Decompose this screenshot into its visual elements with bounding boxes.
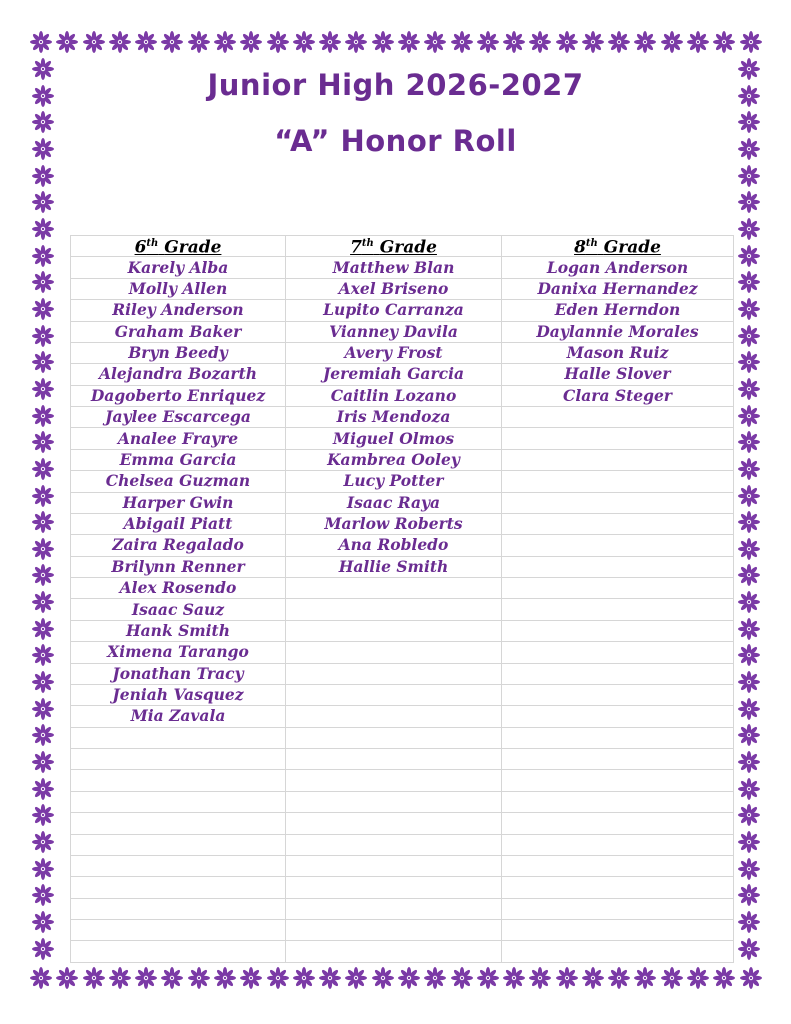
- table-row: [71, 684, 734, 705]
- student-name: Chelsea Guzman: [71, 471, 286, 492]
- flower-icon: [135, 31, 157, 53]
- flower-icon: [32, 911, 54, 933]
- flower-icon: [319, 967, 341, 989]
- flower-icon: [345, 967, 367, 989]
- grade-suffix: th: [585, 238, 598, 250]
- flower-icon: [738, 858, 760, 880]
- flower-icon: [738, 538, 760, 560]
- student-name: Isaac Sauz: [71, 599, 286, 620]
- flower-icon: [738, 191, 760, 213]
- flower-icon: [738, 165, 760, 187]
- flower-icon: [477, 31, 499, 53]
- flower-icon: [451, 967, 473, 989]
- flower-icon: [738, 644, 760, 666]
- grade-word: Grade: [164, 238, 222, 257]
- student-name: [286, 599, 502, 620]
- student-name: [71, 749, 286, 770]
- student-name: Alejandra Bozarth: [71, 364, 286, 385]
- flower-icon: [32, 884, 54, 906]
- table-row: [71, 428, 734, 449]
- flower-icon: [738, 591, 760, 613]
- student-name: [502, 620, 734, 641]
- student-name: [502, 428, 734, 449]
- table-row: [71, 300, 734, 321]
- student-name: [286, 877, 502, 898]
- flower-icon: [32, 858, 54, 880]
- student-name: [502, 449, 734, 470]
- grade-number: 8: [574, 238, 586, 257]
- flower-icon: [738, 564, 760, 586]
- table-row: [71, 599, 734, 620]
- flower-icon: [398, 31, 420, 53]
- flower-icon: [582, 967, 604, 989]
- flower-icon: [738, 511, 760, 533]
- flower-icon: [32, 431, 54, 453]
- student-name: Karely Alba: [71, 257, 286, 278]
- student-name: [71, 727, 286, 748]
- flower-icon: [32, 644, 54, 666]
- flower-icon: [32, 618, 54, 640]
- flower-border-left: [30, 58, 56, 960]
- student-name: Molly Allen: [71, 278, 286, 299]
- grade-header: [502, 236, 734, 257]
- flower-icon: [503, 31, 525, 53]
- flower-icon: [738, 458, 760, 480]
- table-row: [71, 834, 734, 855]
- flower-icon: [214, 967, 236, 989]
- table-row: [71, 513, 734, 534]
- table-row: [71, 877, 734, 898]
- flower-icon: [424, 31, 446, 53]
- student-name: Kambrea Ooley: [286, 449, 502, 470]
- student-name: Jeniah Vasquez: [71, 684, 286, 705]
- table-row: [71, 342, 734, 363]
- student-name: [502, 706, 734, 727]
- student-name: [502, 941, 734, 962]
- flower-icon: [372, 967, 394, 989]
- flower-icon: [451, 31, 473, 53]
- table-row: [71, 535, 734, 556]
- student-name: Matthew Blan: [286, 257, 502, 278]
- student-name: Jaylee Escarcega: [71, 407, 286, 428]
- flower-icon: [713, 31, 735, 53]
- student-name: Emma Garcia: [71, 449, 286, 470]
- page-title: Junior High 2026-2027: [207, 68, 584, 102]
- student-name: [502, 578, 734, 599]
- student-name: [286, 813, 502, 834]
- student-name: Zaira Regalado: [71, 535, 286, 556]
- student-name: Axel Briseno: [286, 278, 502, 299]
- flower-icon: [240, 31, 262, 53]
- student-name: [502, 663, 734, 684]
- student-name: [286, 898, 502, 919]
- flower-icon: [661, 31, 683, 53]
- table-row: [71, 770, 734, 791]
- grade-suffix: th: [146, 238, 159, 250]
- flower-icon: [135, 967, 157, 989]
- flower-icon: [477, 967, 499, 989]
- flower-icon: [32, 298, 54, 320]
- student-name: [502, 492, 734, 513]
- grade-number: 7: [350, 238, 362, 257]
- flower-icon: [738, 804, 760, 826]
- student-name: [71, 770, 286, 791]
- flower-icon: [738, 431, 760, 453]
- student-name: [502, 877, 734, 898]
- flower-icon: [161, 31, 183, 53]
- flower-icon: [83, 967, 105, 989]
- table-row: [71, 663, 734, 684]
- table-row: [71, 321, 734, 342]
- student-name: [286, 642, 502, 663]
- flower-icon: [738, 831, 760, 853]
- student-name: [502, 727, 734, 748]
- table-row: [71, 278, 734, 299]
- student-name: Logan Anderson: [502, 257, 734, 278]
- table-row: [71, 492, 734, 513]
- grade-suffix: th: [361, 238, 374, 250]
- flower-icon: [56, 967, 78, 989]
- table-row: [71, 920, 734, 941]
- flower-icon: [188, 31, 210, 53]
- flower-icon: [32, 165, 54, 187]
- flower-icon: [738, 724, 760, 746]
- flower-border-top: [30, 29, 762, 55]
- student-name: Brilynn Renner: [71, 556, 286, 577]
- table-row: [71, 706, 734, 727]
- flower-icon: [556, 967, 578, 989]
- student-name: [502, 834, 734, 855]
- student-name: Harper Gwin: [71, 492, 286, 513]
- table-row: [71, 749, 734, 770]
- flower-icon: [738, 778, 760, 800]
- table-row: [71, 727, 734, 748]
- student-name: [71, 898, 286, 919]
- table-row: [71, 941, 734, 962]
- student-name: Bryn Beedy: [71, 342, 286, 363]
- student-name: [502, 813, 734, 834]
- grade-number: 6: [134, 238, 147, 257]
- student-name: [502, 920, 734, 941]
- table-row: [71, 471, 734, 492]
- table-row: [71, 257, 734, 278]
- flower-icon: [188, 967, 210, 989]
- flower-icon: [738, 298, 760, 320]
- student-name: [502, 556, 734, 577]
- student-name: [502, 471, 734, 492]
- student-name: [502, 407, 734, 428]
- flower-icon: [738, 485, 760, 507]
- flower-icon: [240, 967, 262, 989]
- flower-icon: [293, 31, 315, 53]
- student-name: Daylannie Morales: [502, 321, 734, 342]
- flower-icon: [32, 698, 54, 720]
- flower-icon: [503, 967, 525, 989]
- flower-icon: [32, 564, 54, 586]
- flower-icon: [32, 378, 54, 400]
- student-name: Riley Anderson: [71, 300, 286, 321]
- table-row: [71, 556, 734, 577]
- flower-icon: [32, 458, 54, 480]
- flower-icon: [293, 967, 315, 989]
- student-name: Alex Rosendo: [71, 578, 286, 599]
- student-name: [502, 791, 734, 812]
- flower-icon: [32, 191, 54, 213]
- student-name: Clara Steger: [502, 385, 734, 406]
- student-name: [71, 941, 286, 962]
- student-name: [286, 770, 502, 791]
- table-row: [71, 898, 734, 919]
- student-name: Avery Frost: [286, 342, 502, 363]
- student-name: [502, 770, 734, 791]
- page-subtitle: “A” Honor Roll: [274, 124, 517, 158]
- flower-border-bottom: [30, 965, 762, 991]
- flower-icon: [109, 31, 131, 53]
- student-name: [286, 834, 502, 855]
- flower-icon: [738, 698, 760, 720]
- flower-icon: [32, 671, 54, 693]
- student-name: Hank Smith: [71, 620, 286, 641]
- flower-icon: [32, 724, 54, 746]
- table-row: [71, 407, 734, 428]
- table-row: [71, 855, 734, 876]
- student-name: [502, 855, 734, 876]
- student-name: [286, 620, 502, 641]
- flower-icon: [32, 405, 54, 427]
- student-name: [71, 855, 286, 876]
- grade-word: Grade: [379, 238, 437, 257]
- flower-icon: [32, 591, 54, 613]
- flower-icon: [32, 485, 54, 507]
- student-name: Jeremiah Garcia: [286, 364, 502, 385]
- flower-icon: [556, 31, 578, 53]
- flower-icon: [32, 351, 54, 373]
- student-name: Abigail Piatt: [71, 513, 286, 534]
- student-name: [71, 834, 286, 855]
- flower-icon: [738, 378, 760, 400]
- flower-icon: [32, 325, 54, 347]
- grade-header: [286, 236, 502, 257]
- flower-icon: [687, 31, 709, 53]
- flower-icon: [687, 967, 709, 989]
- flower-icon: [738, 351, 760, 373]
- flower-icon: [32, 938, 54, 960]
- student-name: Dagoberto Enriquez: [71, 385, 286, 406]
- flower-icon: [713, 967, 735, 989]
- student-name: Caitlin Lozano: [286, 385, 502, 406]
- student-name: Hallie Smith: [286, 556, 502, 577]
- student-name: Iris Mendoza: [286, 407, 502, 428]
- flower-icon: [398, 967, 420, 989]
- student-name: [286, 749, 502, 770]
- flower-icon: [738, 884, 760, 906]
- grade-header: [71, 236, 286, 257]
- student-name: [502, 599, 734, 620]
- flower-icon: [32, 538, 54, 560]
- table-row: [71, 813, 734, 834]
- student-name: Analee Frayre: [71, 428, 286, 449]
- student-name: Ana Robledo: [286, 535, 502, 556]
- flower-icon: [634, 31, 656, 53]
- student-name: [502, 642, 734, 663]
- student-name: [286, 941, 502, 962]
- student-name: [286, 791, 502, 812]
- student-name: [502, 898, 734, 919]
- flower-icon: [738, 671, 760, 693]
- student-name: Mason Ruiz: [502, 342, 734, 363]
- flower-icon: [32, 511, 54, 533]
- flower-icon: [529, 967, 551, 989]
- table-row: [71, 364, 734, 385]
- flower-icon: [738, 245, 760, 267]
- table-row: [71, 385, 734, 406]
- flower-icon: [738, 405, 760, 427]
- student-name: [502, 535, 734, 556]
- table-row: [71, 620, 734, 641]
- student-name: [502, 749, 734, 770]
- flower-icon: [32, 778, 54, 800]
- flower-icon: [738, 325, 760, 347]
- flower-icon: [740, 31, 762, 53]
- flower-icon: [372, 31, 394, 53]
- flower-icon: [267, 31, 289, 53]
- flower-icon: [30, 967, 52, 989]
- student-name: [286, 663, 502, 684]
- flower-icon: [740, 967, 762, 989]
- student-name: [286, 855, 502, 876]
- flower-icon: [529, 31, 551, 53]
- student-name: Ximena Tarango: [71, 642, 286, 663]
- flower-icon: [109, 967, 131, 989]
- student-name: Lucy Potter: [286, 471, 502, 492]
- student-name: Danixa Hernandez: [502, 278, 734, 299]
- student-name: Miguel Olmos: [286, 428, 502, 449]
- flower-icon: [738, 218, 760, 240]
- flower-icon: [319, 31, 341, 53]
- student-name: [286, 684, 502, 705]
- student-name: [286, 920, 502, 941]
- student-name: [71, 791, 286, 812]
- student-name: [502, 684, 734, 705]
- flower-border-right: [736, 58, 762, 960]
- flower-icon: [634, 967, 656, 989]
- table-row: [71, 449, 734, 470]
- flower-icon: [608, 967, 630, 989]
- table-row: [71, 791, 734, 812]
- student-name: Halle Slover: [502, 364, 734, 385]
- student-name: [71, 813, 286, 834]
- flower-icon: [738, 938, 760, 960]
- flower-icon: [267, 967, 289, 989]
- flower-icon: [582, 31, 604, 53]
- flower-icon: [83, 31, 105, 53]
- flower-icon: [56, 31, 78, 53]
- grade-word: Grade: [603, 238, 661, 257]
- student-name: Mia Zavala: [71, 706, 286, 727]
- student-name: [71, 877, 286, 898]
- flower-icon: [32, 751, 54, 773]
- flower-icon: [161, 967, 183, 989]
- student-name: [502, 513, 734, 534]
- flower-icon: [608, 31, 630, 53]
- honor-roll-table: [70, 235, 734, 963]
- student-name: [286, 727, 502, 748]
- flower-icon: [30, 31, 52, 53]
- flower-icon: [32, 218, 54, 240]
- flower-icon: [738, 271, 760, 293]
- student-name: Eden Herndon: [502, 300, 734, 321]
- flower-icon: [424, 967, 446, 989]
- student-name: Isaac Raya: [286, 492, 502, 513]
- flower-icon: [32, 831, 54, 853]
- flower-icon: [345, 31, 367, 53]
- student-name: [286, 578, 502, 599]
- student-name: Lupito Carranza: [286, 300, 502, 321]
- student-name: Vianney Davila: [286, 321, 502, 342]
- flower-icon: [32, 245, 54, 267]
- flower-icon: [32, 804, 54, 826]
- table-header-row: [71, 236, 734, 257]
- table-row: [71, 578, 734, 599]
- flower-icon: [738, 751, 760, 773]
- flower-icon: [661, 967, 683, 989]
- flower-icon: [32, 271, 54, 293]
- flower-icon: [214, 31, 236, 53]
- student-name: Jonathan Tracy: [71, 663, 286, 684]
- student-name: Marlow Roberts: [286, 513, 502, 534]
- student-name: [71, 920, 286, 941]
- flower-icon: [738, 911, 760, 933]
- flower-icon: [738, 618, 760, 640]
- student-name: Graham Baker: [71, 321, 286, 342]
- student-name: [286, 706, 502, 727]
- table-row: [71, 642, 734, 663]
